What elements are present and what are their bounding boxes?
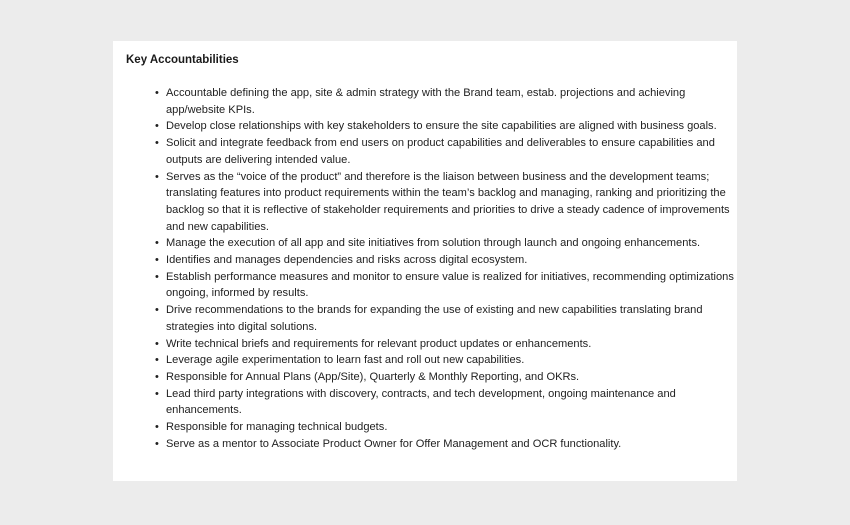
section-heading: Key Accountabilities (126, 54, 239, 66)
bullet-icon: • (155, 304, 159, 317)
list-item-text: Write technical briefs and requirements for relevant product updates or enhancements. (166, 337, 592, 350)
bullet-icon: • (155, 237, 159, 250)
bullet-icon: • (155, 387, 159, 400)
list-item (155, 85, 736, 118)
bullet-icon: • (155, 437, 159, 450)
bullet-icon: • (155, 421, 159, 434)
list-item (155, 352, 736, 369)
list-item-text: Identifies and manages dependencies and risks across digital ecosystem. (166, 254, 528, 267)
list-item-text: Leverage agile experimentation to learn fast and roll out new capabilities. (166, 354, 525, 367)
list-item (155, 169, 736, 236)
list-item (155, 386, 736, 419)
list-item-text: Serve as a mentor to Associate Product Owner for Offer Management and OCR functionality. (166, 437, 622, 450)
list-item-text: Solicit and integrate feedback from end users on product capabilities and deliverables to ensure capabilities and outputs are delivering intended value. (166, 137, 715, 166)
list-item-text: Establish performance measures and monitor to ensure value is realized for initiatives, recommending optimizations ongoing, informed by results. (166, 270, 734, 300)
list-item-text: Manage the execution of all app and site initiatives from solution through launch and ongoing enhancements. (166, 237, 701, 250)
bullet-icon: • (155, 254, 159, 267)
list-item (155, 419, 736, 436)
bullet-icon: • (155, 337, 159, 350)
list-item (155, 269, 736, 302)
bullet-icon: • (155, 354, 159, 367)
list-item (155, 369, 736, 386)
list-item (155, 252, 736, 269)
list-item (155, 336, 736, 353)
list-item (155, 302, 736, 335)
list-item (155, 235, 736, 252)
list-item (155, 118, 736, 135)
bullet-icon: • (155, 87, 159, 99)
list-item-text: Drive recommendations to the brands for expanding the use of existing and new capabilities translating brand strategies into digital solutions. (166, 304, 703, 333)
list-item-text: Responsible for Annual Plans (App/Site), Quarterly & Monthly Reporting, and OKRs. (166, 370, 580, 383)
list-item-text: Accountable defining the app, site & admin strategy with the Brand team, estab. projections and achieving app/website KPIs. (166, 87, 686, 116)
bullet-icon: • (155, 137, 159, 150)
bullet-icon: • (155, 120, 159, 133)
list-item-text: Serves as the “voice of the product” and therefore is the liaison between business and the development teams; translating features into product requirements within the team’s backlog and managing, ranking and prioritizing the backlog so that it is reflective of stakeholder requirements and priorities to drive a steady cadence of improvements and new capabilities. (166, 170, 730, 233)
bullet-icon: • (155, 370, 159, 383)
bullet-icon: • (155, 170, 159, 183)
list-item (155, 436, 736, 453)
bullet-icon: • (155, 270, 159, 283)
accountabilities-list (155, 85, 736, 452)
list-item (155, 135, 736, 168)
list-item-text: Responsible for managing technical budgets. (166, 421, 388, 434)
list-item-text: Develop close relationships with key stakeholders to ensure the site capabilities are aligned with business goals. (166, 120, 717, 133)
list-item-text: Lead third party integrations with discovery, contracts, and tech development, ongoing maintenance and enhancements. (166, 387, 676, 417)
document-card (113, 41, 737, 481)
